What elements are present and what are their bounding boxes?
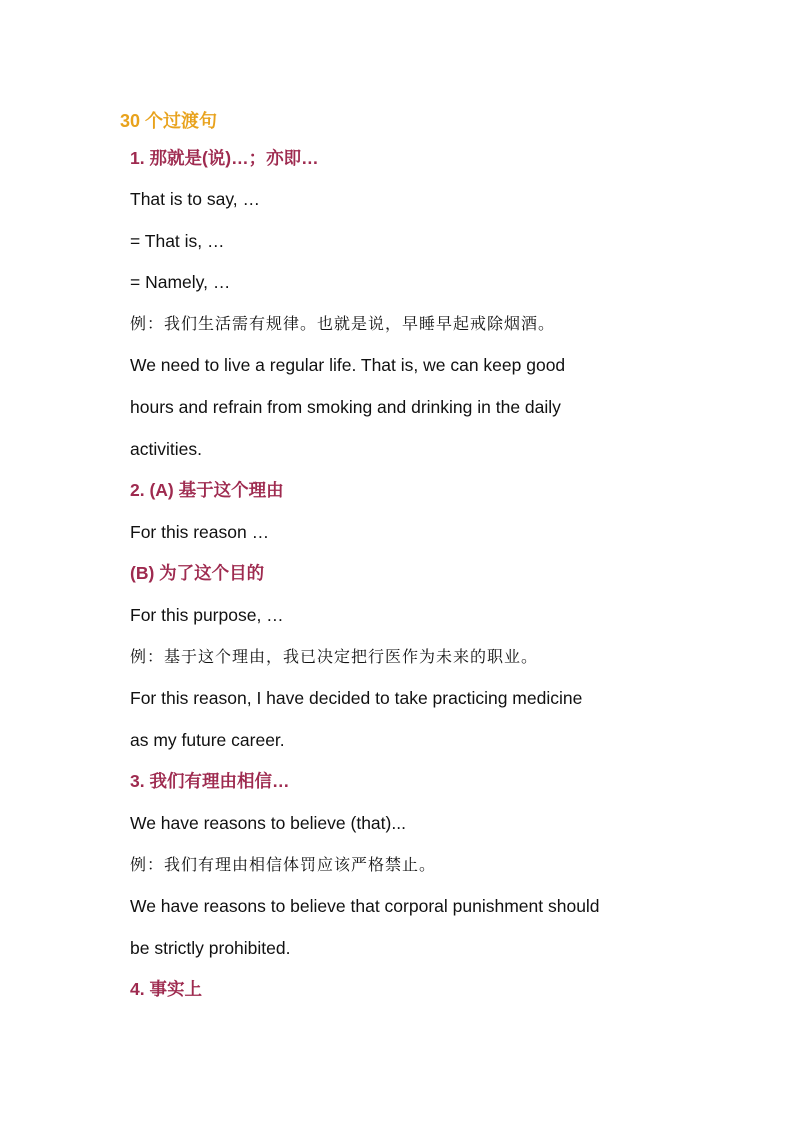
section-heading: 1. 那就是(说)…；亦即… (130, 148, 319, 168)
body-line: For this reason … (130, 522, 270, 542)
body-line: be strictly prohibited. (130, 938, 291, 958)
section-heading: 2. (A) 基于这个理由 (130, 480, 284, 500)
example-line: 例：我们生活需有规律。也就是说，早睡早起戒除烟酒。 (130, 314, 556, 333)
body-line: = Namely, … (130, 272, 231, 292)
body-line: We have reasons to believe (that)... (130, 813, 406, 833)
section-heading: 3. 我们有理由相信… (130, 771, 290, 791)
body-line: activities. (130, 439, 202, 459)
document-title: 30 个过渡句 (120, 111, 218, 131)
body-line: We need to live a regular life. That is, we can keep good (130, 355, 566, 375)
body-line: hours and refrain from smoking and drinking in the daily (130, 397, 561, 417)
section-heading: 4. 事实上 (130, 979, 202, 999)
body-line: That is to say, … (130, 189, 260, 209)
body-line: as my future career. (130, 730, 285, 750)
example-line: 例：我们有理由相信体罚应该严格禁止。 (130, 855, 437, 874)
body-line: = That is, … (130, 231, 225, 251)
body-line: We have reasons to believe that corporal punishment should (130, 896, 600, 916)
example-line: 例：基于这个理由，我已决定把行医作为未来的职业。 (130, 647, 539, 666)
body-line: For this purpose, … (130, 605, 284, 625)
body-line: For this reason, I have decided to take practicing medicine (130, 688, 583, 708)
section-heading: (B) 为了这个目的 (130, 563, 265, 583)
